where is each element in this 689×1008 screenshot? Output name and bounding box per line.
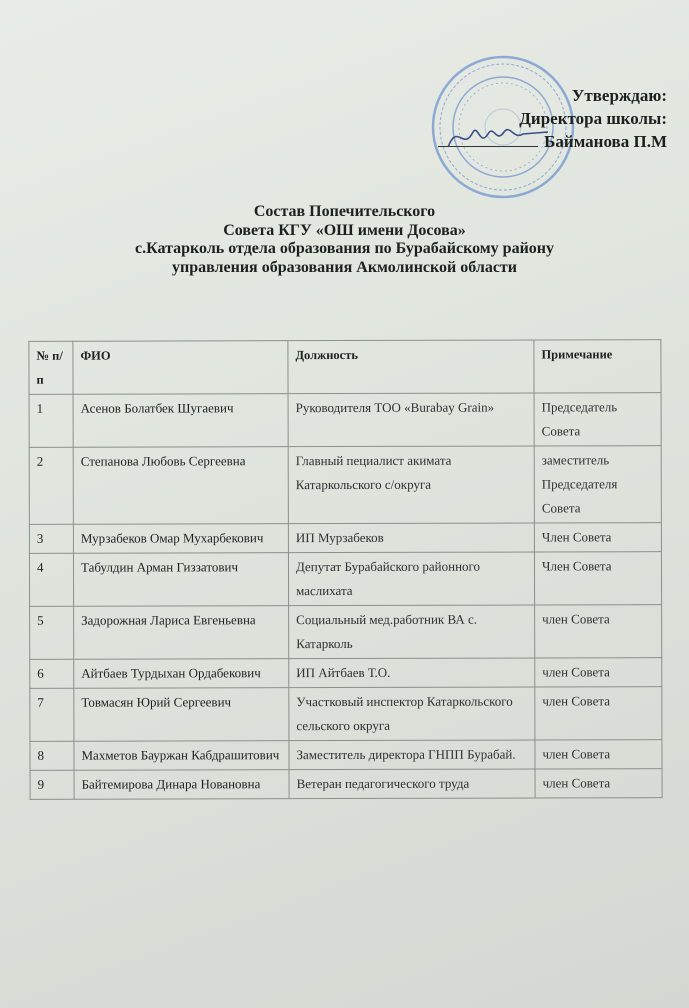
member-note: член Совета — [535, 740, 662, 769]
header-position: Должность — [288, 340, 534, 394]
title-line-1: Состав Попечительского — [253, 203, 436, 220]
row-number: 6 — [30, 659, 74, 688]
row-number: 5 — [30, 606, 74, 659]
member-name: Айтбаев Турдыхан Ордабекович — [74, 659, 289, 689]
member-position: Заместитель директора ГНПП Бурабай. — [289, 740, 535, 770]
member-name: Табулдин Арман Гиззатович — [73, 553, 288, 607]
approval-heading: Утверждаю: — [571, 86, 667, 105]
row-number: 1 — [29, 394, 73, 447]
table-row — [30, 605, 662, 660]
member-note: член Совета — [535, 687, 662, 740]
council-members-table — [28, 339, 662, 800]
approver-name: Байманова П.М — [544, 132, 667, 151]
member-note: заместитель Председателя Совета — [534, 446, 661, 523]
member-position: Участковый инспектор Катаркольского сельского округа — [289, 687, 535, 741]
table-header-row — [29, 340, 661, 395]
member-note: член Совета — [535, 658, 662, 687]
row-number: 9 — [30, 770, 74, 799]
table-row — [30, 687, 662, 742]
title-line-4: управления образования Акмолинской области — [171, 258, 518, 276]
table-row — [29, 552, 661, 607]
member-name: Мурзабеков Омар Мухарбекович — [73, 524, 288, 554]
member-position: Ветеран педагогического труда — [289, 769, 535, 799]
member-name: Степанова Любовь Сергеевна — [73, 447, 288, 525]
member-note: Председатель Совета — [534, 393, 661, 446]
member-note: Член Совета — [534, 552, 661, 605]
title-line-2: Совета КГУ «ОШ имени Досова» — [223, 221, 466, 239]
member-position: Депутат Бурабайского районного маслихата — [288, 552, 534, 606]
row-number: 3 — [29, 524, 73, 553]
member-name: Асенов Болатбек Шугаевич — [73, 394, 288, 448]
signature-line — [438, 146, 538, 147]
member-name: Махметов Бауржан Кабдрашитович — [74, 741, 289, 771]
table-row — [30, 740, 662, 771]
member-name: Товмасян Юрий Сергеевич — [74, 688, 289, 742]
member-position: Руководителя ТОО «Burabay Grain» — [288, 393, 534, 447]
member-position: Социальный мед.работник ВА с. Катарколь — [289, 605, 535, 659]
member-note: Член Совета — [534, 523, 661, 552]
member-name: Байтемирова Динара Новановна — [74, 770, 289, 800]
table-row — [29, 446, 661, 525]
member-note: член Совета — [535, 769, 662, 798]
title-line-3: с.Катарколь отдела образования по Бурабайскому району — [135, 240, 554, 257]
row-number: 4 — [29, 553, 73, 606]
row-number: 7 — [30, 688, 74, 741]
table-row — [29, 523, 661, 554]
row-number: 2 — [29, 447, 73, 524]
header-number: № п/п — [29, 341, 73, 394]
member-name: Задорожная Лариса Евгеньевна — [74, 606, 289, 660]
table-row — [30, 769, 662, 800]
member-note: член Совета — [535, 605, 662, 658]
row-number: 8 — [30, 741, 74, 770]
header-note: Примечание — [534, 340, 661, 393]
table-row — [30, 658, 662, 689]
member-position: ИП Айтбаев Т.О. — [289, 658, 535, 688]
member-position: Главный пециалист акимата Катаркольского с/округа — [288, 446, 534, 524]
table-row — [29, 393, 661, 448]
header-name: ФИО — [73, 341, 288, 395]
document-title — [0, 203, 689, 277]
member-position: ИП Мурзабеков — [288, 523, 534, 553]
approval-role: Директора школы: — [519, 109, 667, 128]
approval-block — [438, 84, 667, 153]
